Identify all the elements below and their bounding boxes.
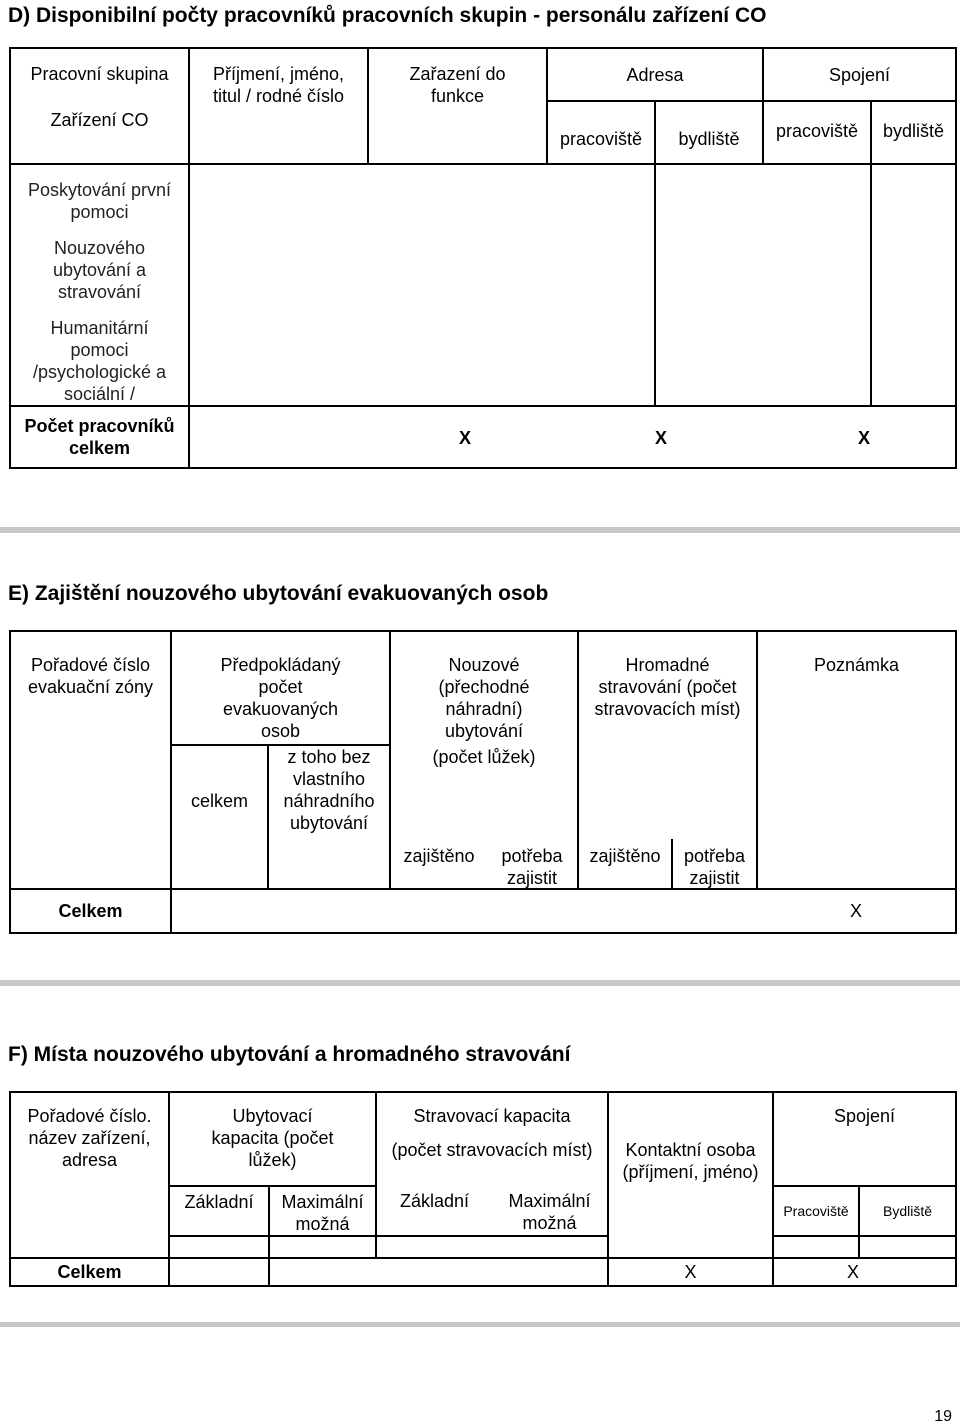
header-acc-basic: Základní bbox=[169, 1186, 269, 1236]
x-mark: X bbox=[757, 889, 956, 933]
cell-empty bbox=[10, 1236, 169, 1258]
header-catering-capacity: Stravovací kapacita (počet stravovacích míst) bbox=[376, 1092, 608, 1186]
separator bbox=[0, 1322, 960, 1327]
header-contact-work: pracoviště bbox=[763, 101, 871, 164]
page-number: 19 bbox=[934, 1408, 952, 1425]
cell-empty bbox=[268, 889, 390, 933]
x-mark: X bbox=[858, 428, 871, 448]
header-secured: zajištěno bbox=[390, 839, 487, 889]
cell-empty bbox=[492, 1258, 608, 1286]
header-contact: Spojení bbox=[773, 1092, 956, 1186]
cell-empty bbox=[492, 1236, 608, 1258]
header-zone: Pořadové číslo evakuační zóny bbox=[10, 631, 171, 889]
header-address-home: bydliště bbox=[655, 101, 763, 164]
x-mark: X bbox=[655, 428, 668, 448]
section-e-title: E) Zajištění nouzového ubytování evakuovaných osob bbox=[8, 582, 549, 605]
header-total: celkem bbox=[171, 745, 268, 889]
cell-empty bbox=[763, 164, 871, 406]
cell-empty bbox=[578, 889, 672, 933]
x-mark: X bbox=[608, 1258, 773, 1286]
cell-empty bbox=[269, 1236, 376, 1258]
group-first-aid: Poskytování první pomoci bbox=[27, 180, 172, 222]
header-acc-max: Maximální možná bbox=[269, 1186, 376, 1236]
section-d-title: D) Disponibilní počty pracovníků pracovních skupin - personálu zařízení CO bbox=[8, 4, 767, 27]
cell-empty bbox=[376, 1236, 492, 1258]
facilities-total-label: Celkem bbox=[10, 1258, 169, 1286]
header-facility: Pořadové číslo. název zařízení, adresa bbox=[10, 1092, 169, 1236]
cell-empty bbox=[487, 889, 578, 933]
cell-empty bbox=[376, 1258, 492, 1286]
cell-empty bbox=[269, 1258, 376, 1286]
cell-empty bbox=[169, 1258, 269, 1286]
group-humanitarian: Humanitární pomoci /psychologické a sociální / bbox=[32, 318, 167, 404]
cell-empty bbox=[390, 889, 487, 933]
header-contact: Spojení bbox=[763, 48, 956, 101]
header-catering: Hromadné stravování (počet stravovacích míst) bbox=[578, 631, 757, 839]
header-accommodation: Ubytovací kapacita (počet lůžek) bbox=[169, 1092, 376, 1186]
total-marks bbox=[459, 406, 956, 468]
cell-empty bbox=[189, 406, 368, 468]
cell-empty bbox=[608, 1236, 773, 1258]
header-expected: Předpokládaný počet evakuovaných osob bbox=[171, 631, 390, 745]
workers-table bbox=[9, 47, 957, 469]
group-labels bbox=[10, 164, 189, 406]
header-address-work: pracoviště bbox=[547, 101, 655, 164]
header-emergency: Nouzové (přechodné náhradní) ubytování (počet lůžek) bbox=[390, 631, 578, 839]
cell-empty bbox=[871, 164, 956, 406]
cell-empty bbox=[672, 889, 757, 933]
header-contact-home: Bydliště bbox=[859, 1186, 956, 1236]
header-catering-secured: zajištěno bbox=[578, 839, 672, 889]
evacuation-total-label: Celkem bbox=[10, 889, 171, 933]
header-function: Zařazení do funkce bbox=[368, 48, 547, 164]
cell-empty bbox=[655, 164, 763, 406]
header-cat-max: Maximální možná bbox=[492, 1186, 608, 1236]
total-workers-label: Počet pracovníků celkem bbox=[10, 406, 189, 468]
group-accommodation: Nouzového ubytování a stravování bbox=[52, 238, 147, 302]
x-mark: X bbox=[859, 1258, 956, 1286]
header-catering-needed: potřeba zajistit bbox=[672, 839, 757, 889]
x-mark: X bbox=[459, 428, 472, 448]
header-contact-person: Kontaktní osoba (příjmení, jméno) bbox=[608, 1092, 773, 1236]
header-needed: potřeba zajistit bbox=[487, 839, 578, 889]
header-cat-basic: Základní bbox=[376, 1186, 492, 1236]
separator bbox=[0, 527, 960, 533]
cell-empty bbox=[547, 164, 655, 406]
cell-empty bbox=[189, 164, 368, 406]
cell-empty bbox=[171, 889, 268, 933]
cell-empty bbox=[368, 406, 547, 468]
header-work-group: Pracovní skupina Zařízení CO bbox=[10, 48, 189, 164]
facilities-table bbox=[9, 1091, 957, 1287]
separator bbox=[0, 980, 960, 986]
header-contact-work: Pracoviště bbox=[773, 1186, 859, 1236]
cell-empty bbox=[773, 1236, 859, 1258]
cell-empty bbox=[368, 164, 547, 406]
header-address: Adresa bbox=[547, 48, 763, 101]
cell-empty bbox=[859, 1236, 956, 1258]
section-f-title: F) Místa nouzového ubytování a hromadného stravování bbox=[8, 1043, 571, 1066]
header-name: Příjmení, jméno, titul / rodné číslo bbox=[189, 48, 368, 164]
cell-empty bbox=[169, 1236, 269, 1258]
evacuation-table bbox=[9, 630, 957, 934]
header-note: Poznámka bbox=[757, 631, 956, 889]
header-contact-home: bydliště bbox=[871, 101, 956, 164]
header-without: z toho bez vlastního náhradního ubytování bbox=[268, 745, 390, 889]
